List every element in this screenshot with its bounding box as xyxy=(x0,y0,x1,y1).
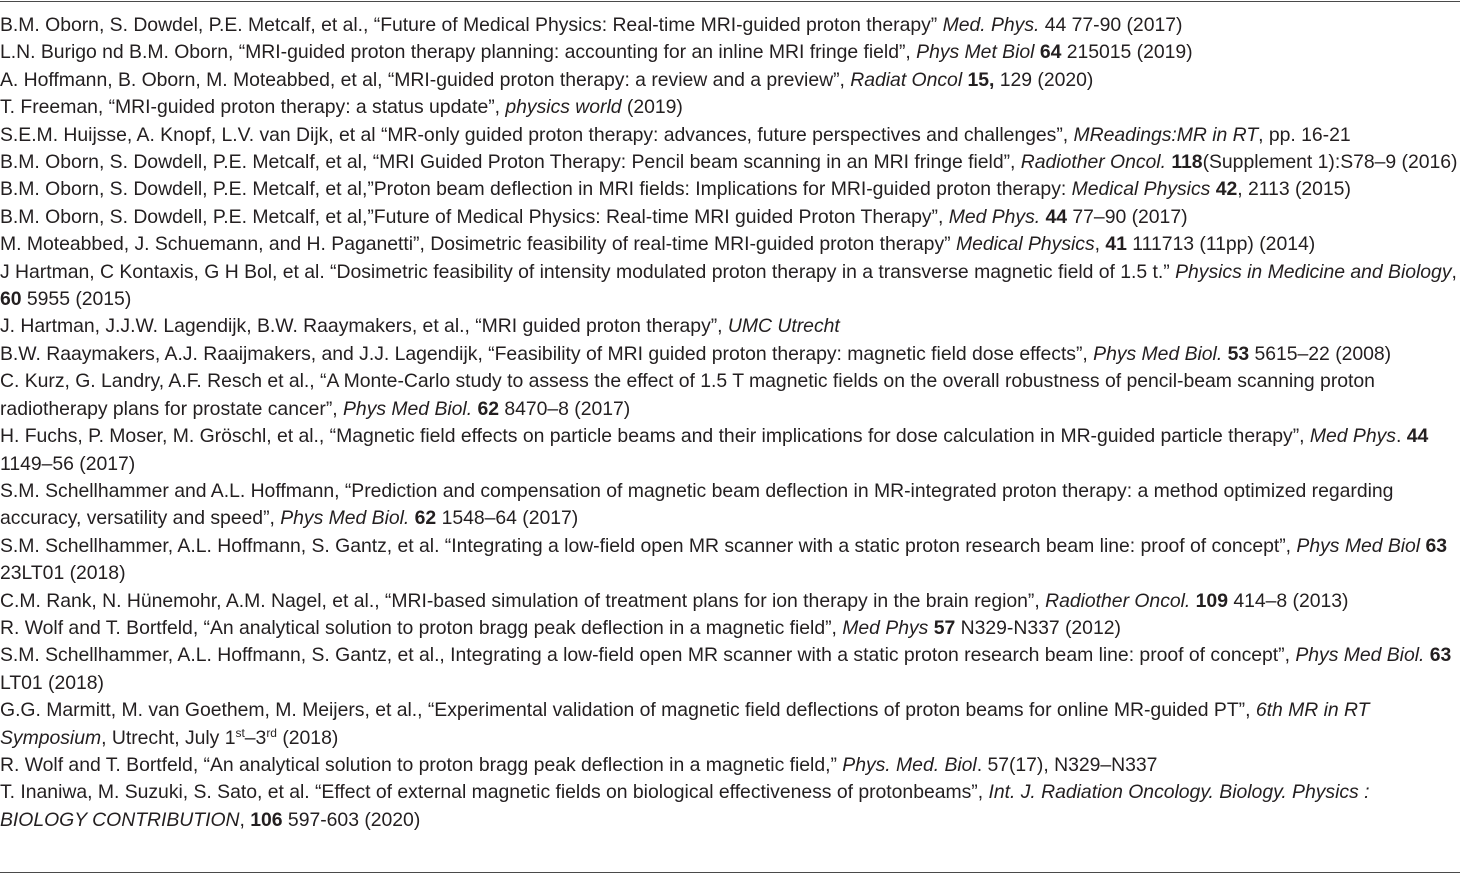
ref-volume: 57 xyxy=(933,616,956,639)
ref-text: 414–8 (2013) xyxy=(1227,589,1349,612)
ref-journal: Med Phys xyxy=(842,616,929,639)
reference-item xyxy=(0,122,1458,149)
ref-text: LT01 (2018) xyxy=(0,671,104,694)
ref-journal: Radiother Oncol. xyxy=(1020,151,1166,174)
ref-text: 111713 (11pp) (2014) xyxy=(1126,233,1316,256)
ref-text: 5955 (2015) xyxy=(21,288,132,311)
ref-journal: Med Phys. xyxy=(948,205,1041,228)
ref-text: 8470–8 (2017) xyxy=(498,397,631,420)
ref-text: 44 77-90 (2017) xyxy=(1039,14,1183,36)
ref-journal: Radiat Oncol xyxy=(850,68,963,91)
reference-item xyxy=(0,697,1458,752)
ref-volume: 15, xyxy=(967,68,995,91)
ref-volume: 109 xyxy=(1195,589,1228,612)
ref-volume: 42 xyxy=(1215,178,1238,201)
ref-text: (Supplement 1):S78–9 (2016) xyxy=(1202,151,1458,174)
reference-item xyxy=(0,39,1458,66)
ref-text: B.W. Raaymakers, A.J. Raaijmakers, and J.J. Lagendijk, “Feasibility of MRI guided proton therapy: magnetic field dose effects”, xyxy=(0,342,1094,365)
ref-text: . 57(17), N329–N337 xyxy=(976,753,1158,776)
reference-item xyxy=(0,313,1458,340)
ref-text: B.M. Oborn, S. Dowdell, P.E. Metcalf, et al,”Proton beam deflection in MRI fields: Implications for MRI-guided proton therapy: xyxy=(0,178,1072,201)
ref-text: 215015 (2019) xyxy=(1061,41,1193,64)
ref-text: –3 xyxy=(244,726,267,749)
ref-journal: Phys Med Biol. xyxy=(280,507,410,530)
ref-text: S.E.M. Huijsse, A. Knopf, L.V. van Dijk, et al “MR-only guided proton therapy: advances, future perspectives and challenges”, xyxy=(0,123,1074,146)
ref-volume: 44 xyxy=(1406,425,1429,448)
ref-text: J. Hartman, J.J.W. Lagendijk, B.W. Raaymakers, et al., “MRI guided proton therapy”, xyxy=(0,315,728,338)
ref-text: , pp. 16-21 xyxy=(1258,123,1351,146)
ref-text: B.M. Oborn, S. Dowdell, P.E. Metcalf, et al,”Future of Medical Physics: Real-time MRI guided Proton Therapy”, xyxy=(0,205,949,228)
ref-text: 77–90 (2017) xyxy=(1067,205,1188,228)
ref-text: B.M. Oborn, S. Dowdel, P.E. Metcalf, et al., “Future of Medical Physics: Real-time MRI-guided proton therapy” xyxy=(0,14,943,36)
ref-text: J Hartman, C Kontaxis, G H Bol, et al. “Dosimetric feasibility of intensity modulated proton therapy in a transverse magnetic field of 1.5 t.” xyxy=(0,260,1176,283)
ref-text: C. Kurz, G. Landry, A.F. Resch et al., “A Monte-Carlo study to assess the effect of 1.5 T magnetic fields on the overall robustness of pencil-beam scanning proton radiotherapy plans for prostate cancer”, xyxy=(0,370,1375,420)
reference-item xyxy=(0,12,1458,39)
ref-text: (2018) xyxy=(276,726,339,749)
ref-text: R. Wolf and T. Bortfeld, “An analytical solution to proton bragg peak deflection in a magnetic field”, xyxy=(0,616,843,639)
reference-item xyxy=(0,259,1458,314)
ref-superscript: rd xyxy=(266,725,277,740)
ref-text: T. Freeman, “MRI-guided proton therapy: a status update”, xyxy=(0,96,506,119)
reference-item xyxy=(0,615,1458,642)
ref-volume: 106 xyxy=(250,808,283,831)
ref-text: G.G. Marmitt, M. van Goethem, M. Meijers, et al., “Experimental validation of magnetic field deflections of proton beams for online MR-guided PT”, xyxy=(0,699,1256,722)
ref-text: , 2113 (2015) xyxy=(1237,178,1351,201)
ref-volume: 118 xyxy=(1171,151,1203,174)
reference-list xyxy=(0,12,1458,834)
ref-text: S.M. Schellhammer, A.L. Hoffmann, S. Gantz, et al. “Integrating a low-field open MR scanner with a static proton research beam line: proof of concept”, xyxy=(0,534,1297,557)
reference-item xyxy=(0,176,1458,203)
ref-text: 597-603 (2020) xyxy=(282,808,421,831)
bottom-rule xyxy=(0,872,1460,873)
ref-journal: Phys Met Biol xyxy=(916,41,1035,64)
reference-item xyxy=(0,642,1458,697)
reference-item xyxy=(0,231,1458,258)
ref-journal: Phys Med Biol. xyxy=(1295,644,1425,667)
reference-item xyxy=(0,67,1458,94)
reference-item xyxy=(0,149,1458,176)
ref-text: , Utrecht, July 1 xyxy=(101,726,236,749)
ref-superscript: st xyxy=(235,725,245,740)
ref-journal: Phys Med Biol. xyxy=(343,397,473,420)
ref-volume: 44 xyxy=(1045,205,1068,228)
ref-journal: Radiother Oncol. xyxy=(1045,589,1191,612)
ref-journal: Med Phys xyxy=(1309,425,1396,448)
ref-volume: 60 xyxy=(0,288,22,311)
ref-text: M. Moteabbed, J. Schuemann, and H. Paganetti”, Dosimetric feasibility of real-time MRI-guided proton therapy” xyxy=(0,233,956,256)
ref-journal: physics world xyxy=(505,96,622,119)
ref-text: 1548–64 (2017) xyxy=(436,507,579,530)
ref-text: (2019) xyxy=(621,96,683,119)
ref-text: S.M. Schellhammer, A.L. Hoffmann, S. Gantz, et al., Integrating a low-field open MR scanner with a static proton research beam line: proof of concept”, xyxy=(0,644,1296,667)
ref-volume: 53 xyxy=(1227,342,1250,365)
reference-item xyxy=(0,94,1458,121)
ref-volume: 64 xyxy=(1039,41,1062,64)
ref-journal: 6th MR in RT Symposium xyxy=(0,699,1370,749)
reference-item xyxy=(0,533,1458,588)
ref-journal: Phys Med Biol. xyxy=(1093,342,1223,365)
ref-journal: Physics in Medicine and Biology xyxy=(1175,260,1452,283)
reference-item xyxy=(0,368,1458,423)
ref-volume: 63 xyxy=(1429,644,1452,667)
ref-text: N329-N337 (2012) xyxy=(955,616,1121,639)
ref-volume: 62 xyxy=(477,397,499,420)
ref-volume: 62 xyxy=(414,507,437,530)
ref-text: , xyxy=(239,808,251,831)
ref-journal: Phys. Med. Biol xyxy=(842,753,977,776)
ref-journal: Medical Physics xyxy=(955,233,1095,256)
ref-text: . xyxy=(1395,425,1407,448)
ref-text: S.M. Schellhammer and A.L. Hoffmann, “Prediction and compensation of magnetic beam deflection in MR-integrated proton therapy: a method optimized regarding accuracy, versatility and speed”, xyxy=(0,479,1394,530)
ref-text: , xyxy=(1451,260,1457,283)
ref-journal: MReadings:MR in RT xyxy=(1073,123,1259,146)
ref-text: C.M. Rank, N. Hünemohr, A.M. Nagel, et al., “MRI-based simulation of treatment plans for ion therapy in the brain region”, xyxy=(0,589,1046,612)
reference-item xyxy=(0,588,1458,615)
ref-text: L.N. Burigo nd B.M. Oborn, “MRI-guided proton therapy planning: accounting for an inline MRI fringe field”, xyxy=(0,41,917,64)
ref-text: B.M. Oborn, S. Dowdell, P.E. Metcalf, et al, “MRI Guided Proton Therapy: Pencil beam scanning in an MRI fringe field”, xyxy=(0,151,1021,174)
ref-text: 1149–56 (2017) xyxy=(0,452,136,475)
ref-journal: Phys Med Biol xyxy=(1296,534,1421,557)
reference-item xyxy=(0,752,1458,779)
ref-text: 5615–22 (2008) xyxy=(1249,342,1392,365)
ref-journal: Med. Phys. xyxy=(942,14,1040,36)
ref-text: H. Fuchs, P. Moser, M. Gröschl, et al., “Magnetic field effects on particle beams and their implications for dose calculation in MR-guided particle therapy”, xyxy=(0,425,1310,448)
reference-item xyxy=(0,204,1458,231)
reference-item xyxy=(0,341,1458,368)
reference-item xyxy=(0,478,1458,533)
ref-text: A. Hoffmann, B. Oborn, M. Moteabbed, et al, “MRI-guided proton therapy: a review and a preview”, xyxy=(0,68,851,91)
ref-volume: 41 xyxy=(1105,233,1127,256)
ref-journal: Int. J. Radiation Oncology. Biology. Physics : BIOLOGY CONTRIBUTION xyxy=(0,781,1370,831)
reference-item xyxy=(0,779,1458,834)
ref-journal: Medical Physics xyxy=(1071,178,1211,201)
reference-item xyxy=(0,423,1458,478)
top-rule xyxy=(0,1,1460,2)
ref-text: R. Wolf and T. Bortfeld, “An analytical solution to proton bragg peak deflection in a magnetic field,” xyxy=(0,753,843,776)
ref-journal: UMC Utrecht xyxy=(727,315,840,338)
ref-text: 129 (2020) xyxy=(994,68,1094,91)
ref-text: , xyxy=(1094,233,1106,256)
ref-text: 23LT01 (2018) xyxy=(0,562,126,585)
ref-text: T. Inaniwa, M. Suzuki, S. Sato, et al. “Effect of external magnetic fields on biological effectiveness of protonbeams”, xyxy=(0,781,989,804)
ref-volume: 63 xyxy=(1425,534,1448,557)
